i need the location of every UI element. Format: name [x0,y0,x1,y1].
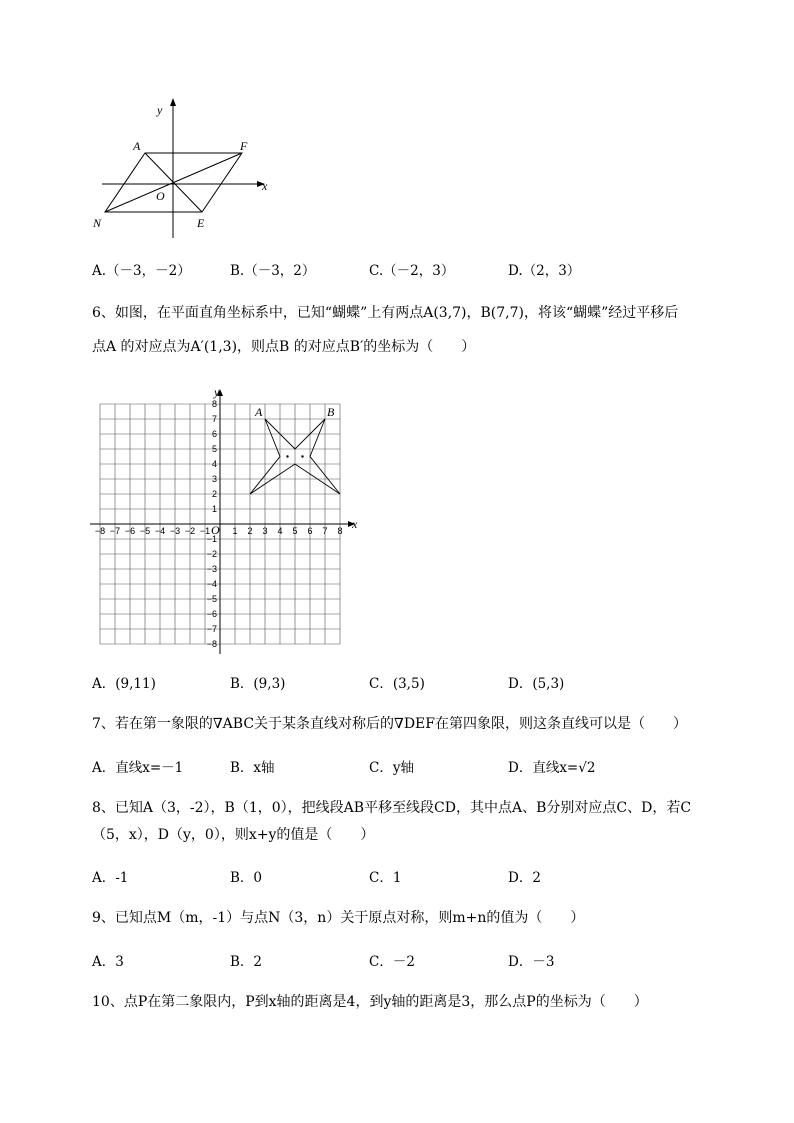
q9-option-a: A．3 [92,954,124,970]
y-tick-label: 3 [211,474,217,484]
q6-option-a: A．(9,11) [92,676,156,692]
q9-option-b: B．2 [230,954,263,970]
q7-text: 7、若在第一象限的∇ABC关于某条直线对称后的∇DEF在第四象限，则这条直线可以是（ ） [92,716,687,732]
y-tick-label: −5 [206,594,217,604]
q10-text: 10、点P在第二象限内，P到x轴的距离是4，到y轴的距离是3，那么点P的坐标为（ ） [92,994,648,1010]
label-n: N [93,216,102,230]
x-tick-label: −4 [154,526,166,536]
y-tick-label: −8 [206,639,217,649]
x-tick-label: 3 [262,526,268,536]
q9-text: 9、已知点M（m，-1）与点N（3，n）关于原点对称，则m+n的值为（ ） [92,910,585,926]
point-label-a: A [255,405,263,419]
q9-option-d: D．－3 [508,954,555,970]
x-tick-label: −6 [124,526,136,536]
label-y: y [157,103,163,117]
axis-label-x: x [352,517,358,531]
label-f: F [240,139,248,153]
q8-text-line2: （5，x），D（y，0），则x+y的值是（ ） [92,827,375,843]
q6-option-b: B．(9,3) [230,676,286,692]
y-tick-label: 6 [211,429,217,439]
q9-option-c: C．－2 [369,954,415,970]
label-e: E [197,216,205,230]
y-axis-arrow [170,98,176,106]
y-tick-label: 4 [211,459,217,469]
x-tick-label: −5 [139,526,151,536]
x-tick-label: 6 [307,526,313,536]
y-tick-label: 1 [211,504,217,514]
q7-option-c: C．y轴 [369,760,414,776]
y-tick-label: −1 [206,534,217,544]
origin-label: O [211,523,220,537]
q5-option-b: B.（－3，2） [230,263,316,279]
x-tick-label: 5 [292,526,298,536]
y-tick-label: 7 [211,414,217,424]
x-tick-label: 2 [247,526,253,536]
y-tick-label: −3 [206,564,217,574]
label-x: x [262,179,268,193]
q7-option-b: B．x轴 [230,760,275,776]
q6-text-line1: 6、如图，在平面直角坐标系中，已知“蝴蝶”上有两点A(3,7)，B(7,7)，将该“蝴蝶”经过平移后 [92,305,679,321]
q5-option-a: A.（－3，－2） [92,263,191,279]
q5-option-c: C.（－2，3） [369,263,455,279]
q8-option-d: D．2 [508,870,541,886]
x-tick-label: −3 [169,526,181,536]
y-tick-label: 2 [211,489,217,499]
figure-parallelogram [90,95,275,240]
x-tick-label: 1 [232,526,238,536]
butterfly-eye-dot [286,455,288,457]
q8-option-a: A．-1 [92,870,129,886]
x-tick-label: −2 [184,526,196,536]
q8-text-line1: 8、已知A（3，-2），B（1，0），把线段AB平移至线段CD，其中点A、B分别对应点C、D，若C [92,800,692,816]
figure-butterfly-grid [90,380,375,655]
x-tick-label: 4 [277,526,283,536]
q6-option-d: D．(5,3) [508,676,565,692]
axis-label-y: y [214,385,220,399]
q8-option-b: B．0 [230,870,263,886]
y-tick-label: −6 [206,609,217,619]
q7-option-d: D．直线x=√2 [508,760,596,776]
x-tick-label: −1 [199,526,211,536]
butterfly-eye-dot [301,455,303,457]
q6-text-line2: 点A 的对应点为A′(1,3)，则点B 的对应点B′的坐标为（ ） [92,339,476,355]
y-tick-label: −7 [206,624,217,634]
point-label-b: B [327,405,335,419]
y-tick-label: 5 [211,444,217,454]
y-tick-label: −2 [206,549,217,559]
y-tick-label: 8 [211,399,217,409]
q8-option-c: C．1 [369,870,402,886]
x-tick-label: 7 [322,526,328,536]
x-tick-label: 8 [337,526,343,536]
q7-option-a: A．直线x=－1 [92,760,184,776]
x-tick-label: −8 [94,526,106,536]
label-o: O [156,189,165,203]
y-tick-label: −4 [206,579,217,589]
x-tick-label: −7 [109,526,121,536]
label-a: A [133,139,141,153]
q6-option-c: C．(3,5) [369,676,425,692]
q5-option-d: D.（2，3） [508,263,581,279]
